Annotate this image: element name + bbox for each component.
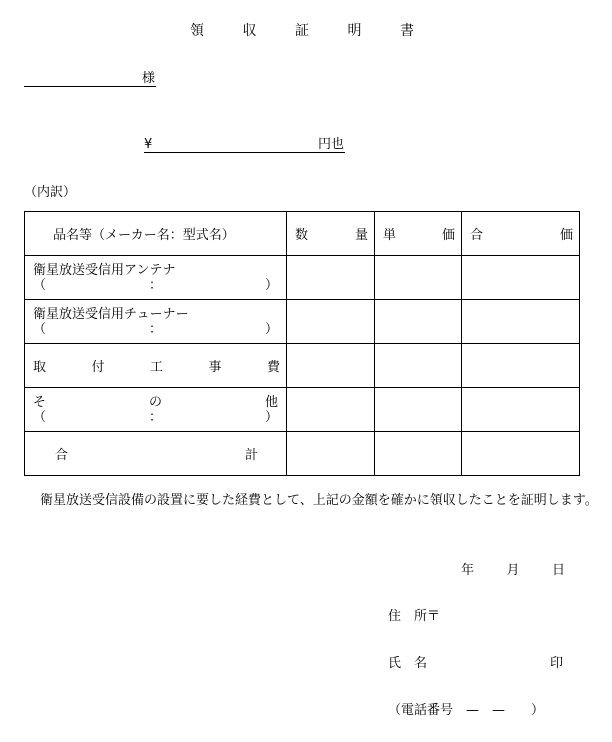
- other-cell[interactable]: そ の 他 （ ： ）: [25, 388, 287, 432]
- date-day: 日: [551, 563, 565, 578]
- table-row-sum: [25, 432, 580, 476]
- date-line: [461, 564, 565, 577]
- table-row-installation: [25, 344, 580, 388]
- currency-symbol: ¥: [144, 137, 153, 152]
- tuner-label: 衛星放送受信用チューナー: [33, 306, 189, 322]
- antenna-total-price[interactable]: [462, 256, 580, 300]
- phone-label: （電話番号 — — ）: [388, 703, 545, 718]
- seal-label: 印: [550, 656, 564, 671]
- antenna-quantity[interactable]: [287, 256, 375, 300]
- statement-text: 衛星放送受信設備の設置に要した経費として、上記の金額を確かに領収したことを証明します。: [40, 493, 598, 508]
- title-char: 明: [347, 23, 362, 39]
- installation-quantity[interactable]: [287, 344, 375, 388]
- recipient-suffix: 様: [142, 71, 156, 86]
- sum-cell: 合 計: [25, 432, 287, 476]
- table-row-tuner: [25, 300, 580, 344]
- amount-suffix: 円也: [318, 137, 345, 152]
- installation-unit-price[interactable]: [375, 344, 462, 388]
- other-quantity[interactable]: [287, 388, 375, 432]
- header-unit-price: 単 価: [375, 212, 462, 256]
- table-header-row: [25, 212, 580, 256]
- header-item: 品名等（メーカー名：型式名）: [25, 212, 287, 256]
- title-char: 領: [190, 23, 204, 39]
- address-label: 住 所〒: [388, 609, 441, 624]
- header-total-price: 合 価: [462, 212, 580, 256]
- name-label: 氏 名: [388, 656, 428, 671]
- header-quantity: 数 量: [287, 212, 375, 256]
- tuner-cell[interactable]: 衛星放送受信用チューナー （ ： ）: [25, 300, 287, 344]
- other-unit-price[interactable]: [375, 388, 462, 432]
- tuner-total-price[interactable]: [462, 300, 580, 344]
- tuner-unit-price[interactable]: [375, 300, 462, 344]
- other-total-price[interactable]: [462, 388, 580, 432]
- date-month: 月: [506, 563, 520, 578]
- sum-total-price[interactable]: [462, 432, 580, 476]
- installation-total-price[interactable]: [462, 344, 580, 388]
- sum-unit-price[interactable]: [375, 432, 462, 476]
- recipient-line[interactable]: [24, 86, 156, 87]
- title-char: 書: [400, 23, 414, 39]
- antenna-unit-price[interactable]: [375, 256, 462, 300]
- table-row-other: [25, 388, 580, 432]
- breakdown-label: （内訳）: [24, 185, 77, 200]
- items-table: [24, 211, 580, 476]
- date-year: 年: [461, 563, 475, 578]
- antenna-cell[interactable]: 衛星放送受信用アンテナ （ ： ）: [25, 256, 287, 300]
- title-char: 収: [242, 23, 257, 39]
- installation-cell: 取 付 工 事 費: [25, 344, 287, 388]
- title-char: 証: [295, 23, 309, 39]
- tuner-quantity[interactable]: [287, 300, 375, 344]
- table-row-antenna: [25, 256, 580, 300]
- antenna-label: 衛星放送受信用アンテナ: [33, 262, 176, 278]
- document-title: [190, 24, 414, 38]
- amount-line[interactable]: [144, 152, 345, 153]
- sum-quantity[interactable]: [287, 432, 375, 476]
